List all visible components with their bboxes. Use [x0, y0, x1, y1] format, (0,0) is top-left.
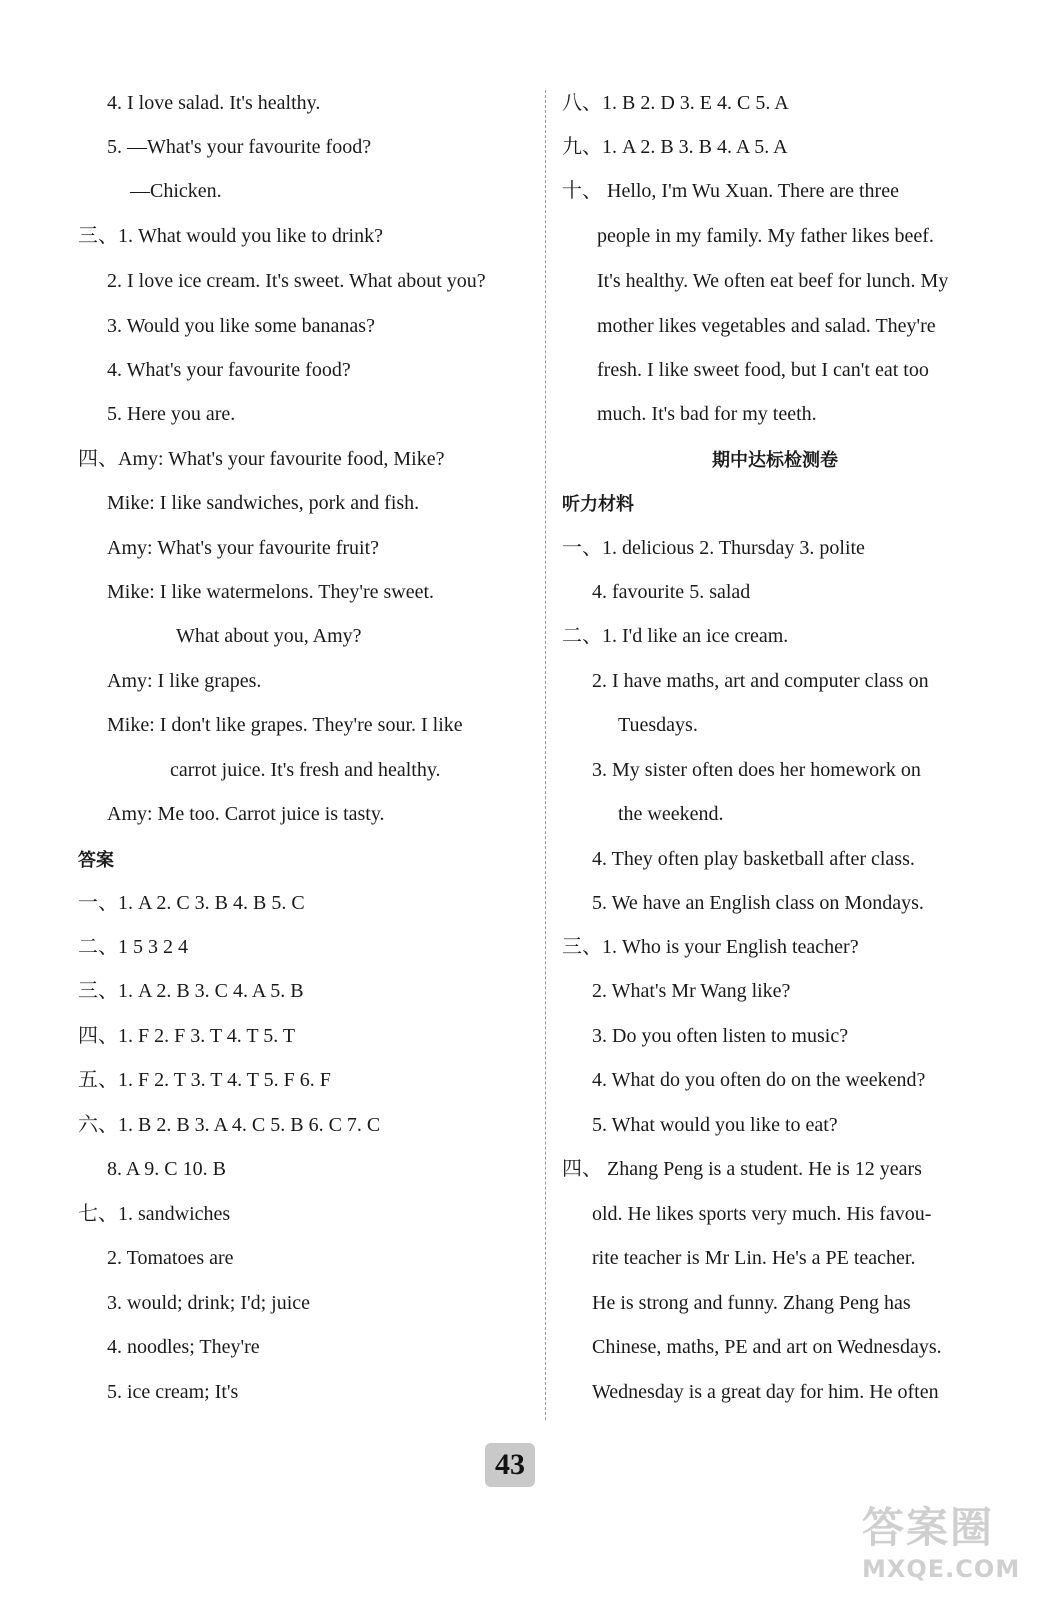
text-line: Amy: I like grapes. [107, 670, 262, 692]
text-line: 4. favourite 5. salad [592, 581, 751, 603]
answer-line: 3. would; drink; I'd; juice [107, 1292, 311, 1314]
text-line: 3. Do you often listen to music? [592, 1025, 849, 1047]
answer-line: 六、1. B 2. B 3. A 4. C 5. B 6. C 7. C [78, 1114, 381, 1136]
text-line: 二、1. I'd like an ice cream. [562, 625, 789, 647]
answer-line: 五、1. F 2. T 3. T 4. T 5. F 6. F [78, 1069, 331, 1091]
text-line: Wednesday is a great day for him. He often [592, 1381, 939, 1403]
section-heading: 答案 [78, 850, 114, 871]
watermark-bottom: MXQE.COM [862, 1555, 1021, 1583]
text-line: 三、1. Who is your English teacher? [562, 936, 859, 958]
answer-line: 四、1. F 2. F 3. T 4. T 5. T [78, 1025, 296, 1047]
column-divider [545, 90, 546, 1420]
answer-line: 三、1. A 2. B 3. C 4. A 5. B [78, 980, 304, 1002]
text-line: 三、1. What would you like to drink? [78, 225, 383, 247]
text-line: carrot juice. It's fresh and healthy. [170, 759, 441, 781]
answer-line: 一、1. A 2. C 3. B 4. B 5. C [78, 892, 305, 914]
answer-line: 七、1. sandwiches [78, 1203, 231, 1225]
text-line: 4. I love salad. It's healthy. [107, 92, 321, 114]
text-line: 5. Here you are. [107, 403, 236, 425]
text-line: 3. Would you like some bananas? [107, 315, 375, 337]
text-line: Mike: I like watermelons. They're sweet. [107, 581, 435, 603]
text-line: 2. What's Mr Wang like? [592, 980, 791, 1002]
text-line: 一、1. delicious 2. Thursday 3. polite [562, 537, 865, 559]
text-line: What about you, Amy? [176, 625, 362, 647]
text-line: Mike: I like sandwiches, pork and fish. [107, 492, 420, 514]
answer-line: 二、1 5 3 2 4 [78, 936, 188, 958]
section-title: 期中达标检测卷 [712, 450, 838, 471]
watermark-logo [862, 1495, 1052, 1590]
text-line: 5. We have an English class on Mondays. [592, 892, 924, 914]
text-line: Chinese, maths, PE and art on Wednesdays. [592, 1336, 942, 1358]
text-line: 4. What do you often do on the weekend? [592, 1069, 926, 1091]
text-line: 2. I have maths, art and computer class on [592, 670, 929, 692]
text-line: mother likes vegetables and salad. They're [597, 315, 936, 337]
text-line: Amy: Me too. Carrot juice is tasty. [107, 803, 385, 825]
answer-line: 2. Tomatoes are [107, 1247, 234, 1269]
text-line: 5. —What's your favourite food? [107, 136, 372, 158]
answer-line: 4. noodles; They're [107, 1336, 260, 1358]
section-heading: 听力材料 [562, 494, 634, 515]
text-line: fresh. I like sweet food, but I can't eat too [597, 359, 929, 381]
watermark-top: 答案圈 [862, 1503, 995, 1552]
text-line: 4. What's your favourite food? [107, 359, 351, 381]
text-line: It's healthy. We often eat beef for lunch. My [597, 270, 949, 292]
text-line: Amy: What's your favourite fruit? [107, 537, 380, 559]
text-line: 四、 Zhang Peng is a student. He is 12 years [562, 1158, 922, 1180]
text-line: —Chicken. [130, 180, 222, 202]
page-number: 43 [485, 1443, 535, 1487]
answer-line: 八、1. B 2. D 3. E 4. C 5. A [562, 92, 789, 114]
text-line: Mike: I don't like grapes. They're sour. I like [107, 714, 463, 736]
text-line: 4. They often play basketball after class. [592, 848, 915, 870]
text-line: He is strong and funny. Zhang Peng has [592, 1292, 911, 1314]
answer-line: 8. A 9. C 10. B [107, 1158, 226, 1180]
answer-line: 5. ice cream; It's [107, 1381, 239, 1403]
text-line: 十、 Hello, I'm Wu Xuan. There are three [562, 180, 899, 202]
text-line: people in my family. My father likes beef. [597, 225, 934, 247]
text-line: the weekend. [618, 803, 724, 825]
text-line: rite teacher is Mr Lin. He's a PE teacher. [592, 1247, 916, 1269]
text-line: much. It's bad for my teeth. [597, 403, 817, 425]
text-line: 2. I love ice cream. It's sweet. What about you? [107, 270, 486, 292]
text-line: 5. What would you like to eat? [592, 1114, 838, 1136]
text-line: Tuesdays. [618, 714, 698, 736]
text-line: old. He likes sports very much. His favou- [592, 1203, 932, 1225]
text-line: 3. My sister often does her homework on [592, 759, 921, 781]
answer-line: 九、1. A 2. B 3. B 4. A 5. A [562, 136, 788, 158]
text-line: 四、Amy: What's your favourite food, Mike? [78, 448, 445, 470]
